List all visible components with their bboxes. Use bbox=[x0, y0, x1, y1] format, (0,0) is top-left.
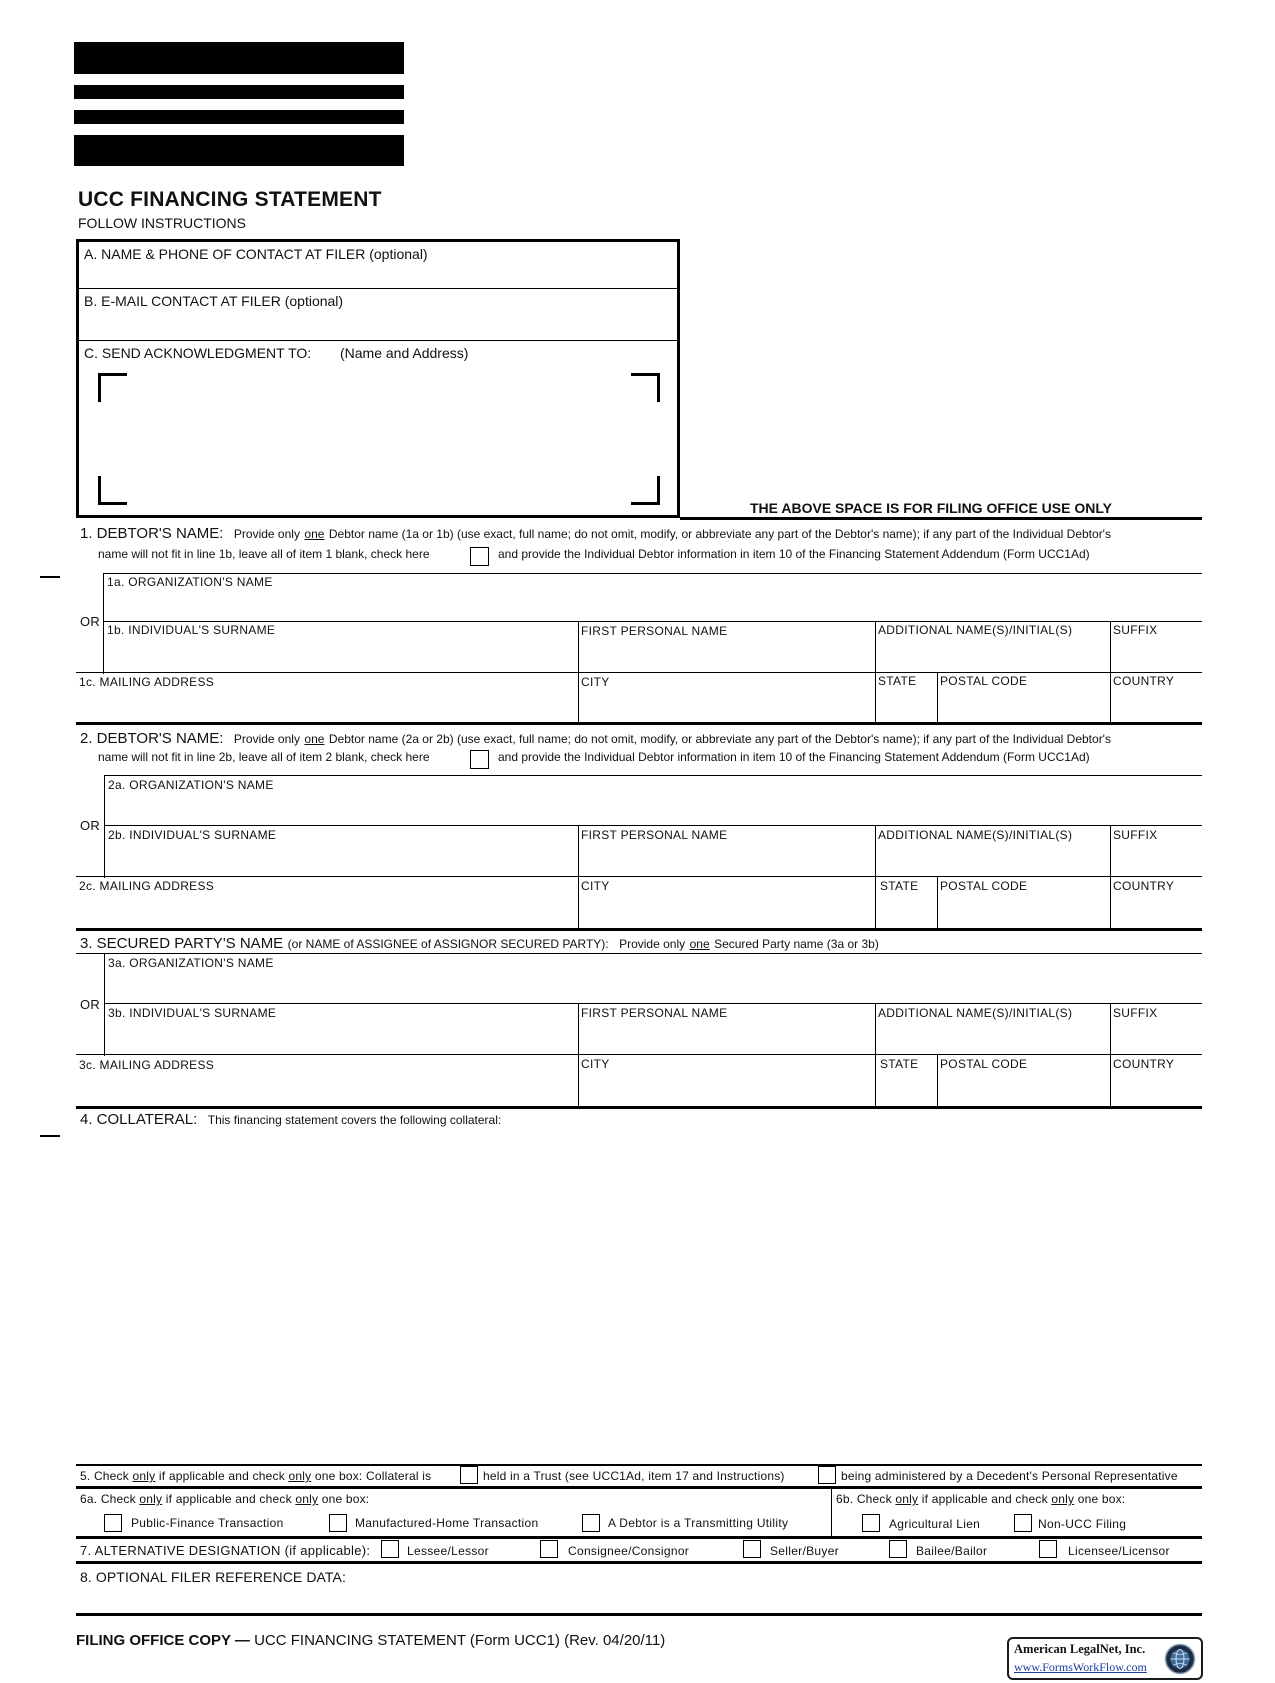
item6b-only2: only bbox=[1051, 1492, 1075, 1506]
collateral-text: This financing statement covers the following collateral: bbox=[207, 1113, 502, 1127]
filer-email-input[interactable] bbox=[80, 311, 676, 337]
secured-additional-label: ADDITIONAL NAME(S)/INITIAL(S) bbox=[878, 1006, 1073, 1020]
secured-rule-addr bbox=[76, 1054, 1202, 1055]
debtor1-org-label: 1a. ORGANIZATION'S NAME bbox=[107, 575, 273, 589]
item5-pre: 5. Check bbox=[80, 1469, 129, 1483]
corner-bottom-right-icon bbox=[631, 476, 660, 505]
debtor1-rule-top bbox=[104, 573, 1202, 574]
badge-company-name: American LegalNet, Inc. bbox=[1014, 1642, 1146, 1656]
debtor2-city-input[interactable] bbox=[580, 895, 873, 923]
filer-contact-input[interactable] bbox=[80, 264, 676, 286]
debtor2-instr-pre: Provide only bbox=[233, 732, 300, 746]
debtor1-suffix-label: SUFFIX bbox=[1113, 623, 1158, 637]
debtor2-heading: 2. DEBTOR'S NAME: bbox=[80, 730, 224, 747]
secured-suffix-label: SUFFIX bbox=[1113, 1006, 1158, 1020]
form-title: UCC FINANCING STATEMENT bbox=[78, 188, 382, 211]
footer-copy-bold: FILING OFFICE COPY — bbox=[76, 1632, 250, 1649]
item6a-post: one box: bbox=[321, 1492, 370, 1506]
secured-surname-label: 3b. INDIVIDUAL'S SURNAME bbox=[108, 1006, 277, 1020]
debtor2-country-label: COUNTRY bbox=[1113, 879, 1175, 893]
secured-postal-input[interactable] bbox=[939, 1073, 1107, 1101]
debtor2-city-label: CITY bbox=[581, 879, 610, 893]
secured-country-label: COUNTRY bbox=[1113, 1057, 1175, 1071]
debtor1-state-input[interactable] bbox=[877, 690, 935, 718]
item6b-opt2-label: Non-UCC Filing bbox=[1038, 1517, 1127, 1531]
debtor1-rule-addr bbox=[76, 672, 1202, 673]
debtor1-city-label: CITY bbox=[581, 675, 610, 689]
item5-trust-checkbox[interactable] bbox=[460, 1466, 478, 1484]
secured-left-border bbox=[104, 953, 105, 1056]
filer-c-label: C. SEND ACKNOWLEDGMENT TO: bbox=[84, 345, 312, 361]
collateral-input[interactable] bbox=[78, 1132, 1200, 1462]
item7-opt2-label: Consignee/Consignor bbox=[568, 1544, 690, 1558]
collateral-heading: 4. COLLATERAL: bbox=[80, 1111, 198, 1128]
debtor1-additional-label: ADDITIONAL NAME(S)/INITIAL(S) bbox=[878, 623, 1073, 637]
item7-rule-top bbox=[76, 1536, 1202, 1539]
filing-office-note: THE ABOVE SPACE IS FOR FILING OFFICE USE ONLY bbox=[750, 500, 1112, 516]
follow-instructions: FOLLOW INSTRUCTIONS bbox=[78, 215, 247, 231]
debtor2-org-label: 2a. ORGANIZATION'S NAME bbox=[108, 778, 274, 792]
badge-url-link[interactable]: www.FormsWorkFlow.com bbox=[1014, 1660, 1147, 1674]
secured-instr-pre: Provide only bbox=[619, 937, 686, 951]
item6a-opt1-label: Public-Finance Transaction bbox=[131, 1516, 284, 1530]
item6b-only1: only bbox=[895, 1492, 919, 1506]
debtor2-first-label: FIRST PERSONAL NAME bbox=[581, 828, 728, 842]
item5-only1: only bbox=[132, 1469, 156, 1483]
item7-licensee-checkbox[interactable] bbox=[1039, 1540, 1057, 1558]
debtor2-postal-label: POSTAL CODE bbox=[940, 879, 1028, 893]
debtor2-org-input[interactable] bbox=[107, 794, 1200, 822]
debtor1-org-input[interactable] bbox=[106, 591, 1200, 619]
secured-state-label: STATE bbox=[880, 1057, 919, 1071]
corner-top-right-icon bbox=[631, 373, 660, 402]
secured-first-input[interactable] bbox=[580, 1022, 873, 1052]
debtor2-surname-label: 2b. INDIVIDUAL'S SURNAME bbox=[108, 828, 277, 842]
debtor1-or: OR bbox=[80, 614, 101, 629]
item7-opt3-label: Seller/Buyer bbox=[770, 1544, 839, 1558]
item5-line bbox=[80, 1469, 431, 1483]
debtor2-first-input[interactable] bbox=[580, 844, 873, 874]
american-legalnet-badge[interactable] bbox=[1007, 1637, 1203, 1680]
secured-org-input[interactable] bbox=[107, 972, 1200, 1000]
item7-bailee-checkbox[interactable] bbox=[889, 1540, 907, 1558]
debtor2-surname-input[interactable] bbox=[107, 844, 576, 874]
secured-city-input[interactable] bbox=[580, 1073, 873, 1101]
item6a-only2: only bbox=[295, 1492, 319, 1506]
acknowledgment-address-input[interactable] bbox=[98, 372, 658, 504]
item7-opt5-label: Licensee/Licensor bbox=[1068, 1544, 1170, 1558]
item6a-mid: if applicable and check bbox=[165, 1492, 292, 1506]
debtor2-div-postal bbox=[937, 876, 938, 928]
footer-copy-rest: UCC FINANCING STATEMENT (Form UCC1) (Rev. 04/20/11) bbox=[254, 1632, 666, 1649]
debtor2-state-input[interactable] bbox=[877, 895, 935, 923]
debtor2-additional-label: ADDITIONAL NAME(S)/INITIAL(S) bbox=[878, 828, 1073, 842]
debtor2-left-border bbox=[104, 775, 105, 878]
item5-rule-top bbox=[76, 1464, 1202, 1466]
item6a-opt2-label: Manufactured-Home Transaction bbox=[355, 1516, 539, 1530]
secured-mailing-input[interactable] bbox=[78, 1074, 576, 1102]
filer-a-label: A. NAME & PHONE OF CONTACT AT FILER (optional) bbox=[84, 246, 428, 262]
header-bar-3 bbox=[74, 110, 404, 124]
secured-or: OR bbox=[80, 997, 101, 1012]
item6a-opt3-label: A Debtor is a Transmitting Utility bbox=[608, 1516, 789, 1530]
debtor1-suffix-input[interactable] bbox=[1112, 639, 1200, 669]
debtor1-state-label: STATE bbox=[878, 674, 917, 688]
item8-rule-bottom bbox=[76, 1613, 1202, 1616]
debtor1-instr-post: Debtor name (1a or 1b) (use exact, full name; do not omit, modify, or abbreviate any part of the Debtor's name); if any part of the Individual Debtor's bbox=[328, 527, 1111, 541]
item7-seller-checkbox[interactable] bbox=[743, 1540, 761, 1558]
debtor1-instr-one: one bbox=[304, 527, 325, 541]
item6b-pre: 6b. Check bbox=[836, 1492, 892, 1506]
corner-bottom-left-icon bbox=[98, 476, 127, 505]
debtor1-first-input[interactable] bbox=[580, 640, 873, 670]
item6a-line bbox=[80, 1492, 369, 1506]
debtor1-mailing-label: 1c. MAILING ADDRESS bbox=[79, 675, 215, 689]
secured-first-label: FIRST PERSONAL NAME bbox=[581, 1006, 728, 1020]
debtor1-surname-input[interactable] bbox=[106, 639, 576, 669]
item7-lessee-checkbox[interactable] bbox=[381, 1540, 399, 1558]
item6b-agricultural-lien-checkbox[interactable] bbox=[862, 1514, 880, 1532]
margin-tick-2 bbox=[40, 1135, 60, 1137]
item6a-transmitting-utility-checkbox[interactable] bbox=[582, 1514, 600, 1532]
debtor2-rule-top bbox=[104, 775, 1202, 776]
debtor1-overflow-checkbox[interactable] bbox=[470, 547, 489, 566]
item7-opt1-label: Lessee/Lessor bbox=[407, 1544, 489, 1558]
secured-surname-input[interactable] bbox=[107, 1022, 576, 1052]
debtor1-country-input[interactable] bbox=[1112, 690, 1200, 718]
item6a-public-finance-checkbox[interactable] bbox=[104, 1514, 122, 1532]
filer-c-sublabel: (Name and Address) bbox=[340, 345, 469, 361]
debtor2-rule-bottom bbox=[76, 928, 1202, 931]
debtor1-left-border bbox=[103, 573, 104, 674]
secured-instr-one: one bbox=[689, 937, 710, 951]
item5-opt1-label: held in a Trust (see UCC1Ad, item 17 and Instructions) bbox=[483, 1469, 785, 1483]
secured-rule-mid bbox=[104, 1003, 1202, 1004]
debtor2-suffix-label: SUFFIX bbox=[1113, 828, 1158, 842]
debtor1-line2-post: and provide the Individual Debtor information in item 10 of the Financing Statement Addendum (Form UCC1Ad) bbox=[498, 547, 1090, 561]
secured-postal-label: POSTAL CODE bbox=[940, 1057, 1028, 1071]
secured-rule-top bbox=[76, 953, 1202, 954]
debtor1-city-input[interactable] bbox=[580, 691, 873, 719]
collateral-line bbox=[80, 1111, 501, 1129]
debtor2-or: OR bbox=[80, 818, 101, 833]
item5-decedent-checkbox[interactable] bbox=[818, 1466, 836, 1484]
filer-divider-b bbox=[77, 340, 679, 341]
debtor2-additional-input[interactable] bbox=[877, 844, 1107, 874]
debtor1-postal-label: POSTAL CODE bbox=[940, 674, 1028, 688]
debtor2-rule-addr bbox=[76, 876, 1202, 877]
item5-opt2-label: being administered by a Decedent's Personal Representative bbox=[841, 1469, 1178, 1483]
debtor2-line2-pre: name will not fit in line 2b, leave all of item 2 blank, check here bbox=[98, 750, 430, 764]
debtor2-instr-post: Debtor name (2a or 2b) (use exact, full name; do not omit, modify, or abbreviate any part of the Debtor's name); if any part of the Individual Debtor's bbox=[328, 732, 1111, 746]
debtor1-heading: 1. DEBTOR'S NAME: bbox=[80, 525, 224, 542]
debtor2-country-input[interactable] bbox=[1112, 895, 1200, 923]
debtor1-surname-label: 1b. INDIVIDUAL'S SURNAME bbox=[107, 623, 276, 637]
filer-b-label: B. E-MAIL CONTACT AT FILER (optional) bbox=[84, 293, 344, 309]
secured-line1 bbox=[80, 935, 879, 953]
corner-top-left-icon bbox=[98, 373, 127, 402]
debtor2-mailing-label: 2c. MAILING ADDRESS bbox=[79, 879, 215, 893]
debtor2-overflow-checkbox[interactable] bbox=[470, 750, 489, 769]
debtor1-additional-input[interactable] bbox=[877, 639, 1107, 669]
secured-country-input[interactable] bbox=[1112, 1073, 1200, 1101]
debtor1-rule-bottom bbox=[76, 722, 1202, 725]
item6b-line bbox=[836, 1492, 1125, 1506]
secured-instr-post: Secured Party name (3a or 3b) bbox=[714, 937, 879, 951]
item8-reference-input[interactable] bbox=[78, 1588, 1200, 1612]
debtor2-rule-mid bbox=[104, 825, 1202, 826]
filer-divider-a bbox=[77, 288, 679, 289]
item8-rule-top bbox=[76, 1561, 1202, 1564]
header-bar-2 bbox=[74, 85, 404, 99]
item6a-only1: only bbox=[139, 1492, 163, 1506]
item6-rule-top bbox=[76, 1486, 1202, 1489]
item5-post: one box: Collateral is bbox=[314, 1469, 432, 1483]
debtor1-country-label: COUNTRY bbox=[1113, 674, 1175, 688]
secured-state-input[interactable] bbox=[877, 1073, 935, 1101]
secured-heading: 3. SECURED PARTY'S NAME bbox=[80, 935, 284, 952]
secured-suffix-input[interactable] bbox=[1112, 1022, 1200, 1052]
item5-only2: only bbox=[288, 1469, 312, 1483]
section-rule-top bbox=[680, 517, 1202, 520]
item6-divider bbox=[831, 1487, 832, 1537]
debtor2-mailing-input[interactable] bbox=[78, 895, 576, 923]
debtor2-instr-one: one bbox=[304, 732, 325, 746]
item7-opt4-label: Bailee/Bailor bbox=[916, 1544, 988, 1558]
secured-div-postal bbox=[937, 1054, 938, 1106]
secured-additional-input[interactable] bbox=[877, 1022, 1107, 1052]
secured-heading-paren: (or NAME of ASSIGNEE of ASSIGNOR SECURED PARTY): bbox=[287, 937, 609, 951]
item6b-non-ucc-checkbox[interactable] bbox=[1014, 1514, 1032, 1532]
debtor2-state-label: STATE bbox=[880, 879, 919, 893]
item6b-post: one box: bbox=[1077, 1492, 1126, 1506]
debtor1-postal-input[interactable] bbox=[939, 690, 1107, 718]
debtor2-postal-input[interactable] bbox=[939, 895, 1107, 923]
secured-mailing-label: 3c. MAILING ADDRESS bbox=[79, 1058, 215, 1072]
globe-logo-icon bbox=[1164, 1643, 1196, 1675]
secured-org-label: 3a. ORGANIZATION'S NAME bbox=[108, 956, 274, 970]
item6b-mid: if applicable and check bbox=[921, 1492, 1048, 1506]
debtor2-line2-post: and provide the Individual Debtor information in item 10 of the Financing Statement Addendum (Form UCC1Ad) bbox=[498, 750, 1090, 764]
item6b-opt1-label: Agricultural Lien bbox=[889, 1517, 981, 1531]
margin-tick-1 bbox=[40, 576, 60, 578]
footer-copy bbox=[76, 1632, 665, 1649]
item7-label: 7. ALTERNATIVE DESIGNATION (if applicable): bbox=[80, 1543, 371, 1558]
debtor1-line2-pre: name will not fit in line 1b, leave all of item 1 blank, check here bbox=[98, 547, 430, 561]
debtor1-mailing-input[interactable] bbox=[78, 691, 576, 719]
header-bar-1 bbox=[74, 42, 404, 74]
secured-rule-bottom bbox=[76, 1106, 1202, 1109]
item6a-manufactured-home-checkbox[interactable] bbox=[329, 1514, 347, 1532]
header-bar-4 bbox=[74, 135, 404, 166]
item8-label: 8. OPTIONAL FILER REFERENCE DATA: bbox=[80, 1569, 346, 1585]
debtor1-div-postal bbox=[937, 672, 938, 722]
item7-consignee-checkbox[interactable] bbox=[540, 1540, 558, 1558]
debtor1-line1 bbox=[80, 525, 1111, 543]
secured-city-label: CITY bbox=[581, 1057, 610, 1071]
debtor1-instr-pre: Provide only bbox=[233, 527, 300, 541]
debtor1-first-label: FIRST PERSONAL NAME bbox=[581, 624, 728, 638]
debtor2-suffix-input[interactable] bbox=[1112, 844, 1200, 874]
debtor1-rule-mid bbox=[104, 621, 1202, 622]
item5-mid: if applicable and check bbox=[158, 1469, 285, 1483]
item6a-pre: 6a. Check bbox=[80, 1492, 136, 1506]
debtor2-line1 bbox=[80, 730, 1111, 748]
